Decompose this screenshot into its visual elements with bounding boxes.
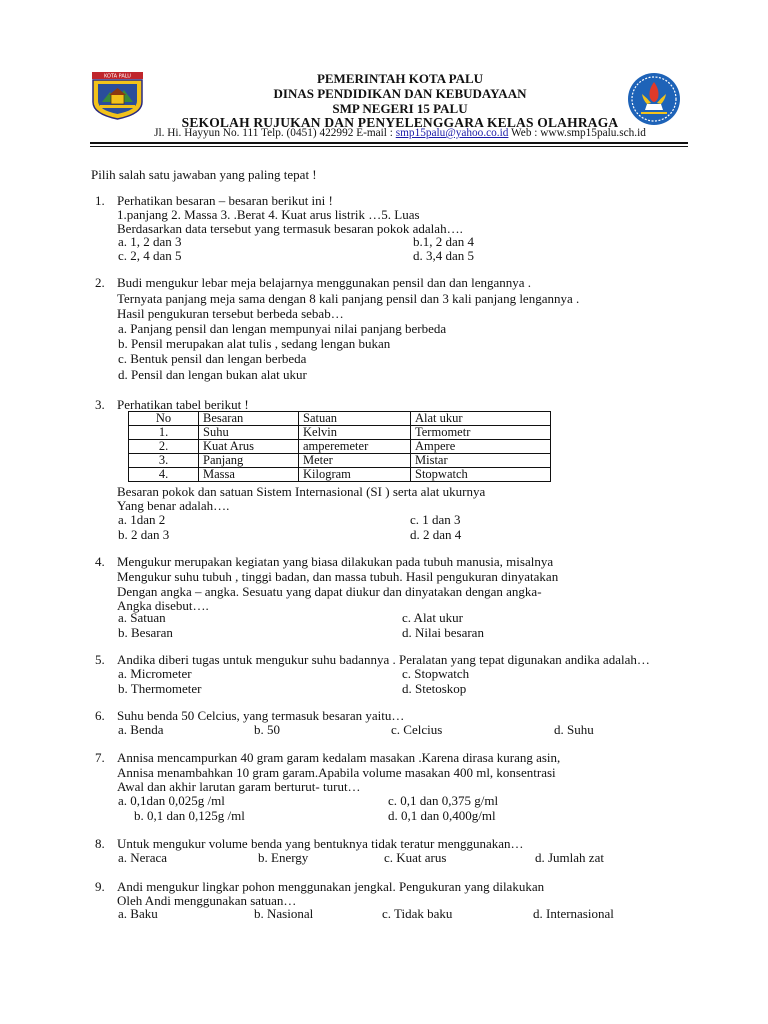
question-text: Annisa mencampurkan 40 gram garam kedalam masakan .Karena dirasa kurang asin,: [117, 750, 561, 765]
question-text: 1.panjang 2. Massa 3. .Berat 4. Kuat arus listrik …5. Luas: [117, 207, 420, 222]
logo-left-label: KOTA PALU: [104, 73, 131, 80]
header-divider-thin: [90, 146, 688, 147]
question-text: Ternyata panjang meja sama dengan 8 kali panjang pensil dan 3 kali panjang lengannya .: [117, 291, 580, 306]
question-text: Perhatikan tabel berikut !: [117, 397, 249, 412]
question-number: 8.: [95, 836, 105, 851]
answer-option: a. Satuan: [118, 610, 166, 625]
question-text: Untuk mengukur volume benda yang bentuknya tidak teratur menggunakan…: [117, 836, 524, 851]
question-text: Perhatikan besaran – besaran berikut ini !: [117, 193, 333, 208]
table-row: [129, 454, 551, 468]
address-text: Jl. Hi. Hayyun No. 111 Telp. (0451) 422992 E-mail :: [154, 127, 393, 139]
table-cell: Suhu: [199, 426, 299, 440]
header-divider-thick: [90, 142, 688, 144]
question-text: Mengukur suhu tubuh , tinggi badan, dan massa tubuh. Hasil pengukuran dinyatakan: [117, 569, 559, 584]
table-cell: 2.: [129, 440, 199, 454]
table-cell: Mistar: [411, 454, 551, 468]
table-cell: Stopwatch: [411, 468, 551, 482]
answer-option: b. Pensil merupakan alat tulis , sedang lengan bukan: [118, 336, 391, 351]
question-text: Andika diberi tugas untuk mengukur suhu badannya . Peralatan yang tepat digunakan andika adalah…: [117, 652, 650, 667]
answer-option: d. 0,1 dan 0,400g/ml: [388, 808, 496, 823]
answer-option: c. Stopwatch: [402, 666, 470, 681]
answer-option: c. Tidak baku: [382, 906, 453, 921]
answer-option: d. Jumlah zat: [535, 850, 604, 865]
answer-option: c. 2, 4 dan 5: [118, 248, 182, 263]
answer-option: a. Panjang pensil dan lengan mempunyai nilai panjang berbeda: [118, 321, 447, 336]
header-school: SMP NEGERI 15 PALU: [332, 101, 468, 116]
question-text: Suhu benda 50 Celcius, yang termasuk besaran yaitu…: [117, 708, 405, 723]
table-row: [129, 440, 551, 454]
question-text: Mengukur merupakan kegiatan yang biasa dilakukan pada tubuh manusia, misalnya: [117, 554, 554, 569]
answer-option: d. Internasional: [533, 906, 614, 921]
question-number: 5.: [95, 652, 105, 667]
header-school-tagline: SEKOLAH RUJUKAN DAN PENYELENGGARA KELAS OLAHRAGA: [181, 115, 619, 130]
answer-option: c. 1 dan 3: [410, 512, 461, 527]
table-row: [129, 468, 551, 482]
email-link[interactable]: smp15palu@yahoo.co.id: [395, 127, 509, 139]
question-text: Besaran pokok dan satuan Sistem Internasional (SI ) serta alat ukurnya: [117, 484, 486, 499]
table-cell: Kelvin: [299, 426, 411, 440]
answer-option: c. 0,1 dan 0,375 g/ml: [388, 793, 499, 808]
table-header-cell: Besaran: [199, 412, 299, 426]
table-cell: Panjang: [199, 454, 299, 468]
answer-option: c. Celcius: [391, 722, 443, 737]
table-cell: Meter: [299, 454, 411, 468]
answer-option: d. Nilai besaran: [402, 625, 484, 640]
answer-option: d. 2 dan 4: [410, 527, 462, 542]
table-header-row: [129, 412, 551, 426]
answer-option: b. Energy: [258, 850, 309, 865]
answer-option: d. 3,4 dan 5: [413, 248, 475, 263]
question-text: Oleh Andi menggunakan satuan…: [117, 893, 297, 908]
question-number: 3.: [95, 397, 105, 412]
answer-option: d. Stetoskop: [402, 681, 467, 696]
question-text: Hasil pengukuran tersebut berbeda sebab…: [117, 306, 344, 321]
answer-option: b. 50: [254, 722, 280, 737]
answer-option: a. Micrometer: [118, 666, 192, 681]
question-number: 4.: [95, 554, 105, 569]
header-department: DINAS PENDIDIKAN DAN KEBUDAYAAN: [273, 86, 527, 101]
table-cell: Ampere: [411, 440, 551, 454]
question-number: 7.: [95, 750, 105, 765]
question-number: 1.: [95, 193, 105, 208]
answer-option: b. Besaran: [118, 625, 173, 640]
question-text: Dengan angka – angka. Sesuatu yang dapat diukur dan dinyatakan dengan angka-: [117, 584, 542, 599]
answer-option: b.1, 2 dan 4: [413, 234, 475, 249]
question-text: Andi mengukur lingkar pohon menggunakan jengkal. Pengukuran yang dilakukan: [117, 879, 545, 894]
question-text: Annisa menambahkan 10 gram garam.Apabila volume masakan 400 ml, konsentrasi: [117, 765, 556, 780]
header-address: [90, 127, 710, 139]
answer-option: d. Suhu: [554, 722, 594, 737]
answer-option: a. Benda: [118, 722, 164, 737]
answer-option: c. Bentuk pensil dan lengan berbeda: [118, 351, 307, 366]
answer-option: b. Nasional: [254, 906, 314, 921]
table-row: [129, 426, 551, 440]
question-text: Angka disebut….: [117, 598, 209, 613]
answer-option: a. 1dan 2: [118, 512, 166, 527]
answer-option: a. Neraca: [118, 850, 168, 865]
table-header-cell: Satuan: [299, 412, 411, 426]
question-text: Berdasarkan data tersebut yang termasuk besaran pokok adalah….: [117, 221, 463, 236]
table-cell: 4.: [129, 468, 199, 482]
question-number: 2.: [95, 275, 105, 290]
question-number: 6.: [95, 708, 105, 723]
table-cell: amperemeter: [299, 440, 411, 454]
answer-option: d. Pensil dan lengan bukan alat ukur: [118, 367, 307, 382]
table-header-cell: Alat ukur: [411, 412, 551, 426]
answer-option: b. 0,1 dan 0,125g /ml: [134, 808, 245, 823]
header-government: PEMERINTAH KOTA PALU: [316, 71, 484, 86]
answer-option: c. Kuat arus: [384, 850, 447, 865]
question-text: Budi mengukur lebar meja belajarnya menggunakan pensil dan dan lengannya .: [117, 275, 532, 290]
answer-option: c. Alat ukur: [402, 610, 464, 625]
question-number: 9.: [95, 879, 105, 894]
answer-option: a. 0,1dan 0,025g /ml: [118, 793, 225, 808]
table-header-cell: No: [129, 412, 199, 426]
question-text: Awal dan akhir larutan garam berturut- turut…: [117, 779, 361, 794]
answer-option: b. Thermometer: [118, 681, 202, 696]
table-cell: Massa: [199, 468, 299, 482]
answer-option: b. 2 dan 3: [118, 527, 170, 542]
table-cell: Termometr: [411, 426, 551, 440]
answer-option: a. Baku: [118, 906, 158, 921]
table-cell: Kuat Arus: [199, 440, 299, 454]
table-cell: 3.: [129, 454, 199, 468]
instruction: Pilih salah satu jawaban yang paling tepat !: [91, 167, 317, 182]
question-text: Yang benar adalah….: [117, 498, 230, 513]
table-cell: 1.: [129, 426, 199, 440]
website-text: Web : www.smp15palu.sch.id: [511, 127, 646, 139]
answer-option: a. 1, 2 dan 3: [118, 234, 182, 249]
measurement-table: [128, 411, 551, 482]
table-cell: Kilogram: [299, 468, 411, 482]
